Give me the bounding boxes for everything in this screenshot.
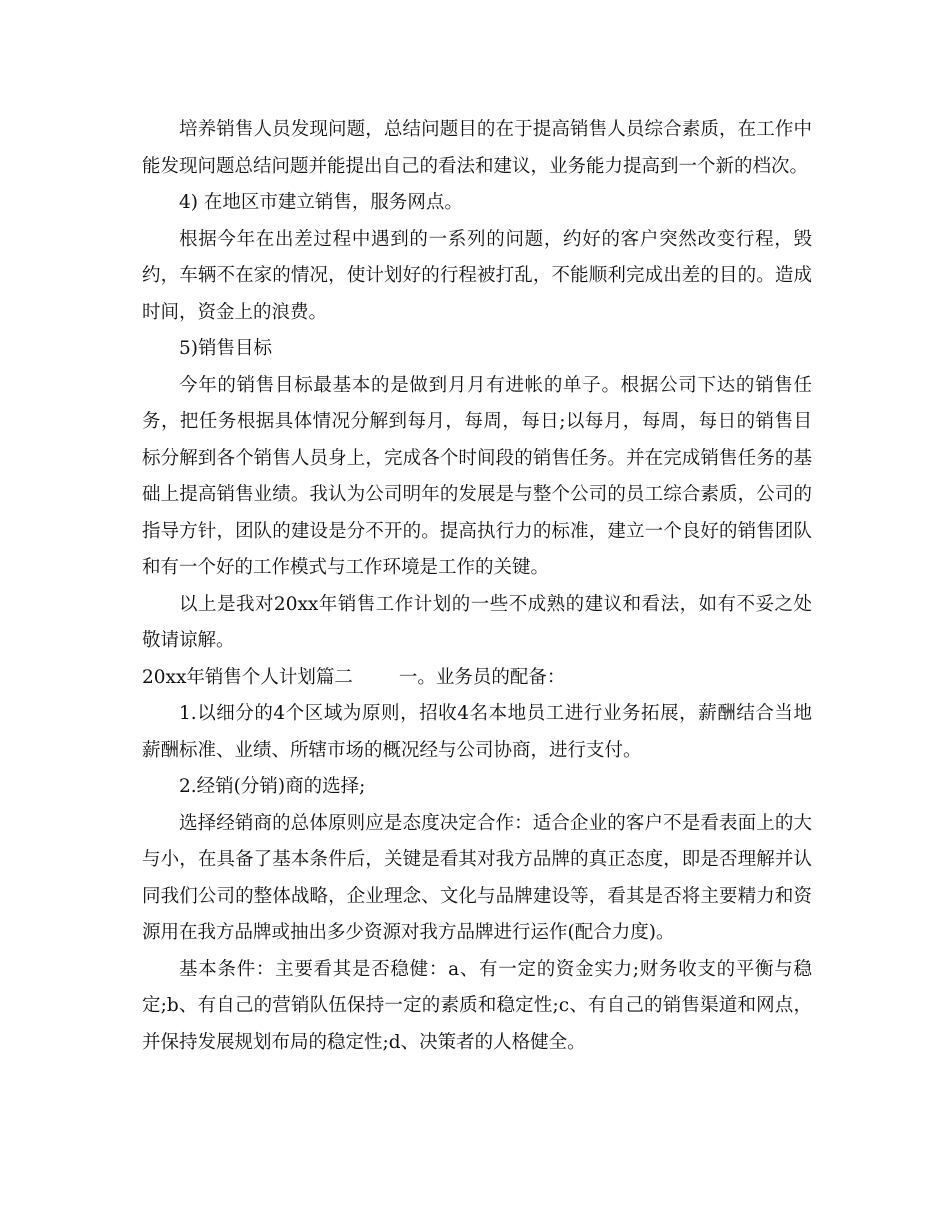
document-body [142, 112, 812, 1061]
paragraph: 2.经销(分销)商的选择; [179, 776, 366, 797]
section-heading [142, 660, 812, 697]
paragraph: 5)销售目标 [179, 338, 272, 359]
section-subtitle: 一。业务员的配备： [398, 666, 566, 688]
paragraph: 4) 在地区市建立销售，服务网点。 [179, 192, 463, 213]
paragraph: 培养销售人员发现问题，总结问题目的在于提高销售人员综合素质，在工作中能发现问题总结问题并能提出自己的看法和建议，业务能力提高到一个新的档次。 [142, 119, 812, 177]
paragraph: 选择经销商的总体原则应是态度决定合作：适合企业的客户不是看表面上的大与小，在具备了基本条件后，关键是看其对我方品牌的真正态度，即是否理解并认同我们公司的整体战略，企业理念、文化与品牌建设等，看其是否将主要精力和资源用在我方品牌或抽出多少资源对我方品牌进行运作(配合力度)。 [142, 812, 812, 943]
paragraph: 今年的销售目标最基本的是做到月月有进帐的单子。根据公司下达的销售任务，把任务根据具体情况分解到每月，每周，每日;以每月，每周，每日的销售目标分解到各个销售人员身上，完成各个时间段的销售任务。并在完成销售任务的基础上提高销售业绩。我认为公司明年的发展是与整个公司的员工综合素质，公司的指导方针，团队的建设是分不开的。提高执行力的标准，建立一个良好的销售团队和有一个好的工作模式与工作环境是工作的关键。 [142, 374, 812, 578]
paragraph: 基本条件：主要看其是否稳健：a、有一定的资金实力;财务收支的平衡与稳定;b、有自己的营销队伍保持一定的素质和稳定性;c、有自己的销售渠道和网点，并保持发展规划布局的稳定性;d、决策者的人格健全。 [142, 958, 812, 1053]
paragraph: 1.以细分的4个区域为原则，招收4名本地员工进行业务拓展，薪酬结合当地薪酬标准、业绩、所辖市场的概况经与公司协商，进行支付。 [142, 703, 812, 761]
section-title: 20xx年销售个人计划篇二 [142, 666, 353, 688]
paragraph: 根据今年在出差过程中遇到的一系列的问题，约好的客户突然改变行程，毁约，车辆不在家的情况，使计划好的行程被打乱，不能顺利完成出差的目的。造成时间，资金上的浪费。 [142, 228, 812, 323]
paragraph: 以上是我对20xx年销售工作计划的一些不成熟的建议和看法，如有不妥之处敬请谅解。 [142, 593, 812, 651]
